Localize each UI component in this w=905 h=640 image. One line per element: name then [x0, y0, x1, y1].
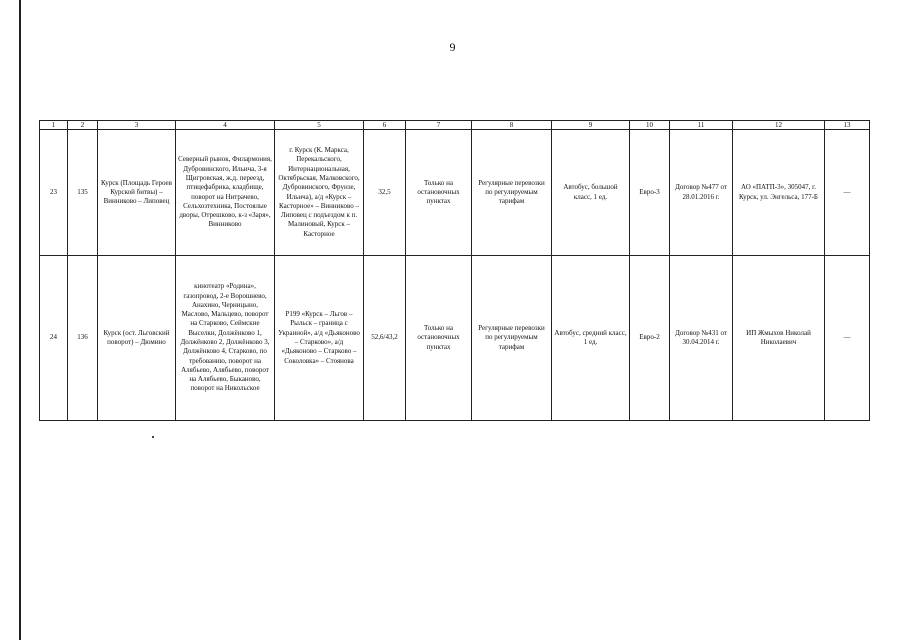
vehicle-cell: Автобус, большой класс, 1 ед.	[552, 130, 630, 256]
column-number-row	[40, 121, 870, 130]
column-number: 9	[552, 121, 630, 130]
column-number: 4	[176, 121, 275, 130]
boarding-cell: Только на остановочных пунктах	[406, 256, 472, 421]
column-number: 8	[472, 121, 552, 130]
carrier-cell: АО «ПАТП-3», 305047, г. Курск, ул. Энгельса, 177-Б	[733, 130, 825, 256]
carrier-cell: ИП Жмыхов Николай Николаевич	[733, 256, 825, 421]
transport-type-cell: Регулярные перевозки по регулируемым тарифам	[472, 256, 552, 421]
length-cell: 52,6/43,2	[364, 256, 406, 421]
column-number: 5	[275, 121, 364, 130]
row-index-cell: 24	[40, 256, 68, 421]
table-row	[40, 256, 870, 421]
boarding-cell: Только на остановочных пунктах	[406, 130, 472, 256]
length-cell: 32,5	[364, 130, 406, 256]
transport-type-cell: Регулярные перевозки по регулируемым тарифам	[472, 130, 552, 256]
column-number: 2	[68, 121, 98, 130]
notes-cell: —	[825, 256, 870, 421]
stops-cell: Северный рынок, Филармония, Дубровинского, Ильича, 3-я Щигровская, ж.д. переезд, птицефабрика, кладбище, поворот на Нитрачево, Сельхозтехника, Постоялые дворы, Отрешково, к-з «Заря», Винниково	[176, 130, 275, 256]
routes-table	[39, 120, 870, 421]
column-number: 7	[406, 121, 472, 130]
stops-cell: кинотеатр «Родина», газопровод, 2-е Ворошнево, Анахино, Черницыно, Маслово, Мальцево, поворот на Старково, Сеймские Выселки, Должёнково 1, Должёнково 2, Должёнково 3, Должёнково 4, Старково, по требованию, поворот на Алябьево, Алябьево, поворот на Алябьево, Быканово, поворот на Никольское	[176, 256, 275, 421]
contract-cell: Договор №431 от 30.04.2014 г.	[670, 256, 733, 421]
column-number: 6	[364, 121, 406, 130]
column-number: 1	[40, 121, 68, 130]
column-number: 11	[670, 121, 733, 130]
vehicle-cell: Автобус, средний класс, 1 ед.	[552, 256, 630, 421]
eco-class-cell: Евро-3	[630, 130, 670, 256]
row-index-cell: 23	[40, 130, 68, 256]
notes-cell: —	[825, 130, 870, 256]
table-row	[40, 130, 870, 256]
route-name-cell: Курск (ост. Льговский поворот) – Дюмино	[98, 256, 176, 421]
route-number-cell: 135	[68, 130, 98, 256]
page-number: 9	[449, 40, 456, 54]
contract-cell: Договор №477 от 28.01.2016 г.	[670, 130, 733, 256]
column-number: 3	[98, 121, 176, 130]
column-number: 12	[733, 121, 825, 130]
streets-cell: Р199 «Курск – Льгов – Рыльск – граница с Украиной», а/д «Дьяконово – Старково», а/д «Дьяконово – Старково – Соколовка» – Стоянова	[275, 256, 364, 421]
streets-cell: г. Курск (К. Маркса, Перекальского, Интернациональная, Октябрьская, Малковского, Дубровинского, Фрунзе, Ильича), а/д «Курск – Касторное» – Винниково – Липовец с подъездом к п. Малиновый, Курск – Касторное	[275, 130, 364, 256]
eco-class-cell: Евро-2	[630, 256, 670, 421]
column-number: 10	[630, 121, 670, 130]
route-number-cell: 136	[68, 256, 98, 421]
column-number: 13	[825, 121, 870, 130]
route-name-cell: Курск (Площадь Героев Курской битвы) – Винниково – Липовец	[98, 130, 176, 256]
scan-speck	[152, 436, 154, 438]
page-edge-line	[19, 0, 21, 640]
